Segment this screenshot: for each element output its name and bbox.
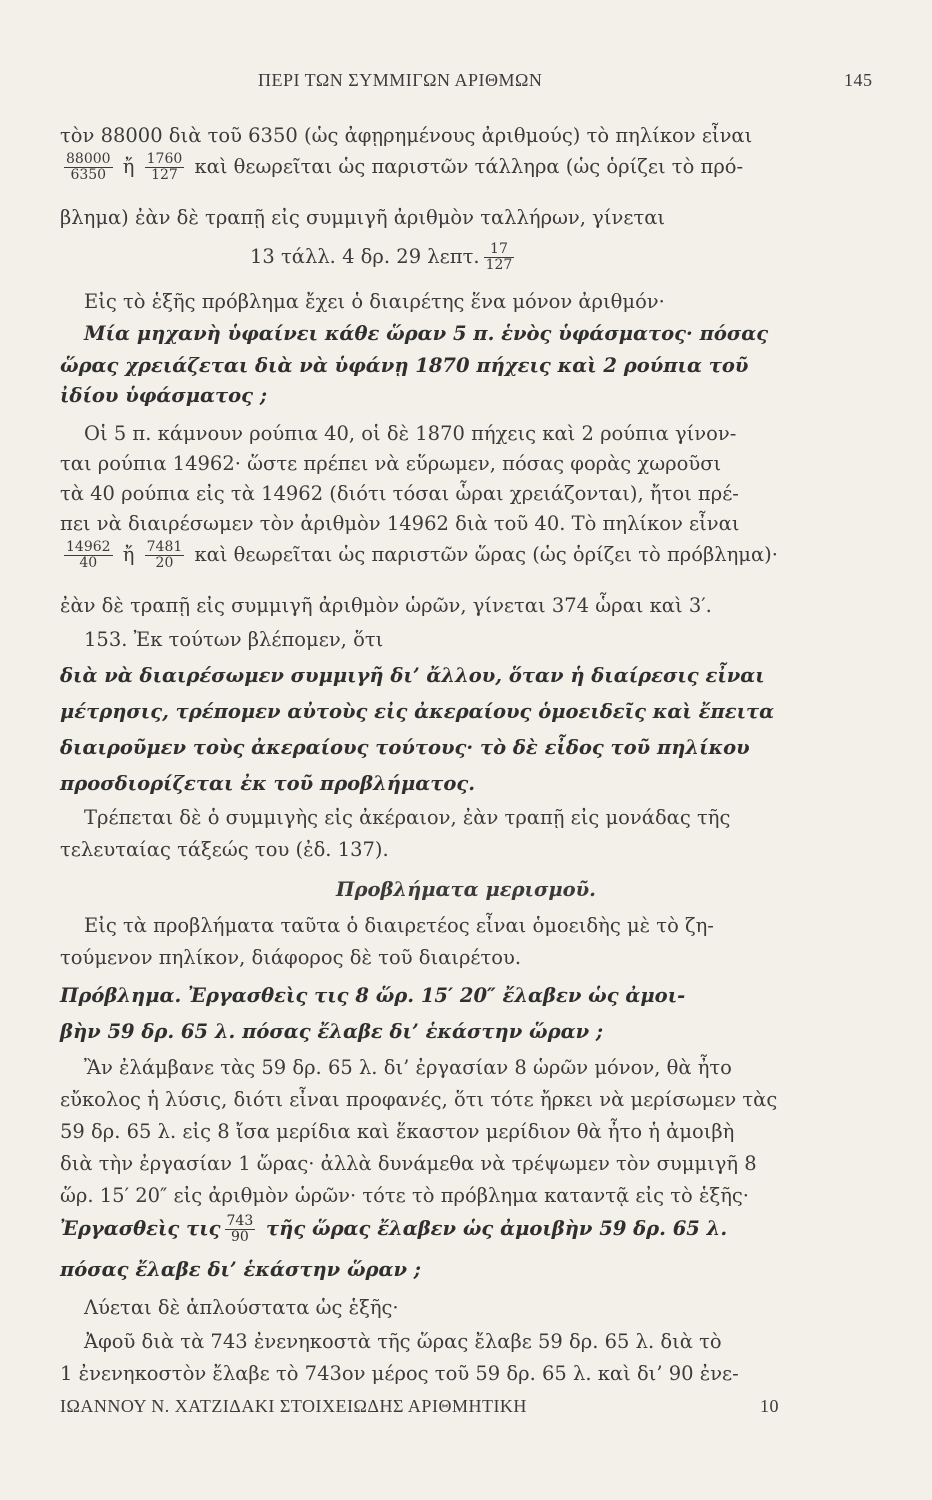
problem-line: Πρόβλημα. Ἐργασθεὶς τις 8 ὥρ. 15′ 20″ ἔλαβεν ὡς ἀμοι- bbox=[60, 984, 686, 1007]
fraction: $\frac{14962}{40}$ bbox=[66, 539, 111, 571]
text-line: εὔκολος ἡ λύσις, διότι εἶναι προφανές, ὅτι τότε ἤρκει νὰ μερίσωμεν τὰς bbox=[60, 1088, 778, 1111]
running-title: ΠΕΡΙ ΤΩΝ ΣΥΜΜΙΓΩΝ ΑΡΙΘΜΩΝ bbox=[258, 70, 543, 90]
text-line: Τρέπεται δὲ ὁ συμμιγὴς εἰς ἀκέραιον, ἐὰν τραπῇ εἰς μονάδας τῆς bbox=[84, 806, 731, 829]
rule-line: μέτρησις, τρέπομεν αὐτοὺς εἰς ἀκεραίους ὁμοειδεῖς καὶ ἔπειτα bbox=[60, 700, 775, 723]
text-line: Ἂν ἐλάμβανε τὰς 59 δρ. 65 λ. δι’ ἐργασίαν 8 ὡρῶν μόνον, θὰ ἦτο bbox=[84, 1056, 732, 1079]
text-line: βλημα) ἐὰν δὲ τραπῇ εἰς συμμιγῆ ἀριθμὸν ταλλήρων, γίνεται bbox=[60, 206, 666, 229]
text-line: τὸν 88000 διὰ τοῦ 6350 (ὡς ἀφῃρημένους ἀριθμούς) τὸ πηλίκον εἶναι bbox=[60, 124, 753, 147]
problem-line: βὴν 59 δρ. 65 λ. πόσας ἔλαβε δι’ ἑκάστην ὥραν ; bbox=[60, 1020, 604, 1043]
text-line: τελευταίας τάξεώς του (ἐδ. 137). bbox=[60, 838, 389, 861]
text-line: τούμενον πηλίκον, διάφορος δὲ τοῦ διαιρέτου. bbox=[60, 946, 522, 969]
rule-line: διὰ νὰ διαιρέσωμεν συμμιγῆ δι’ ἄλλου, ὅταν ἡ διαίρεσις εἶναι bbox=[60, 664, 765, 687]
text-line: Λύεται δὲ ἁπλούστατα ὡς ἑξῆς· bbox=[84, 1296, 399, 1319]
text-line: τὰ 40 ρούπια εἰς τὰ 14962 (διότι τόσαι ὧραι χρειάζονται), ἤτοι πρέ- bbox=[60, 482, 739, 505]
problem-statement-line: ὥρας χρειάζεται διὰ νὰ ὑφάνῃ 1870 πήχεις καὶ 2 ρούπια τοῦ bbox=[60, 354, 749, 377]
problem-statement-line: ἰδίου ὑφάσματος ; bbox=[60, 384, 268, 407]
fraction: $\frac{743}{90}$ bbox=[226, 1213, 254, 1245]
text-line: διὰ τὴν ἐργασίαν 1 ὥρας· ἀλλὰ δυνάμεθα νὰ τρέψωμεν τὸν συμμιγῆ 8 bbox=[60, 1152, 757, 1175]
section-start-line: 153. Ἐκ τούτων βλέπομεν, ὅτι bbox=[84, 628, 384, 651]
fraction: $\frac{17}{127}$ bbox=[485, 241, 513, 273]
problem-statement-line: Μία μηχανὴ ὑφαίνει κάθε ὥραν 5 π. ἑνὸς ὑφάσματος· πόσας bbox=[84, 322, 769, 345]
text-line: Ἀφοῦ διὰ τὰ 743 ἐνενηκοστὰ τῆς ὥρας ἔλαβε 59 δρ. 65 λ. διὰ τὸ bbox=[84, 1330, 722, 1353]
text-line-with-fractions: $\frac{14962}{40}$ ἤ $\frac{7481}{20}$ καὶ θεωρεῖται ὡς παριστῶν ὥρας (ὡς ὁρίζει τὸ πρόβλημα)· bbox=[66, 539, 778, 571]
text-line-with-fraction: 13 τάλλ. 4 δρ. 29 λεπτ. $\frac{17}{127}$ bbox=[250, 241, 513, 273]
text-line: ται ρούπια 14962· ὥστε πρέπει νὰ εὕρωμεν, πόσας φορὰς χωροῦσι bbox=[60, 452, 722, 475]
text-line: πει νὰ διαιρέσωμεν τὸν ἀριθμὸν 14962 διὰ τοῦ 40. Τὸ πηλίκον εἶναι bbox=[60, 512, 740, 535]
text-line: Εἰς τὸ ἑξῆς πρόβλημα ἔχει ὁ διαιρέτης ἕνα μόνον ἀριθμόν· bbox=[84, 290, 665, 313]
text-line-with-fractions: $\frac{88000}{6350}$ ἤ $\frac{1760}{127}$ καὶ θεωρεῖται ὡς παριστῶν τάλληρα (ὡς ὁρίζει τὸ πρό- bbox=[66, 151, 744, 183]
rule-line: διαιροῦμεν τοὺς ἀκεραίους τούτους· τὸ δὲ εἶδος τοῦ πηλίκου bbox=[60, 736, 750, 759]
fraction: $\frac{88000}{6350}$ bbox=[66, 151, 111, 183]
text-line: ἐὰν δὲ τραπῇ εἰς συμμιγῆ ἀριθμὸν ὡρῶν, γίνεται 374 ὧραι καὶ 3′. bbox=[60, 594, 712, 617]
rule-line: προσδιορίζεται ἐκ τοῦ προβλήματος. bbox=[60, 772, 476, 795]
text-line: 1 ἐνενηκοστὸν ἔλαβε τὸ 743ον μέρος τοῦ 59 δρ. 65 λ. καὶ δι’ 90 ἐνε- bbox=[60, 1362, 739, 1385]
page-number: 145 bbox=[844, 70, 873, 90]
text-line: ὥρ. 15′ 20″ εἰς ἀριθμὸν ὡρῶν· τότε τὸ πρόβλημα καταντᾷ εἰς τὸ ἑξῆς· bbox=[60, 1184, 750, 1207]
text-line: Οἱ 5 π. κάμνουν ρούπια 40, οἱ δὲ 1870 πήχεις καὶ 2 ρούπια γίνον- bbox=[84, 422, 737, 445]
text-line: Εἰς τὰ προβλήματα ταῦτα ὁ διαιρετέος εἶναι ὁμοειδὴς μὲ τὸ ζη- bbox=[84, 914, 714, 937]
problem-line: πόσας ἔλαβε δι’ ἑκάστην ὥραν ; bbox=[60, 1258, 421, 1281]
problem-line-with-fraction: Ἐργασθεὶς τις $\frac{743}{90}$ τῆς ὥρας ἔλαβεν ὡς ἀμοιβὴν 59 δρ. 65 λ. bbox=[60, 1213, 728, 1245]
fraction: $\frac{1760}{127}$ bbox=[146, 151, 183, 183]
sheet-number: 10 bbox=[760, 1396, 779, 1416]
fraction: $\frac{7481}{20}$ bbox=[146, 539, 183, 571]
text-line: 59 δρ. 65 λ. εἰς 8 ἴσα μερίδια καὶ ἕκαστον μερίδιον θὰ ἦτο ἡ ἀμοιβὴ bbox=[60, 1120, 735, 1143]
book-signature: ΙΩΑΝΝΟΥ Ν. ΧΑΤΖΙΔΑΚΙ ΣΤΟΙΧΕΙΩΔΗΣ ΑΡΙΘΜΗΤΙΚΗ bbox=[60, 1396, 527, 1416]
section-heading: Προβλήματα μερισμοῦ. bbox=[336, 878, 596, 901]
